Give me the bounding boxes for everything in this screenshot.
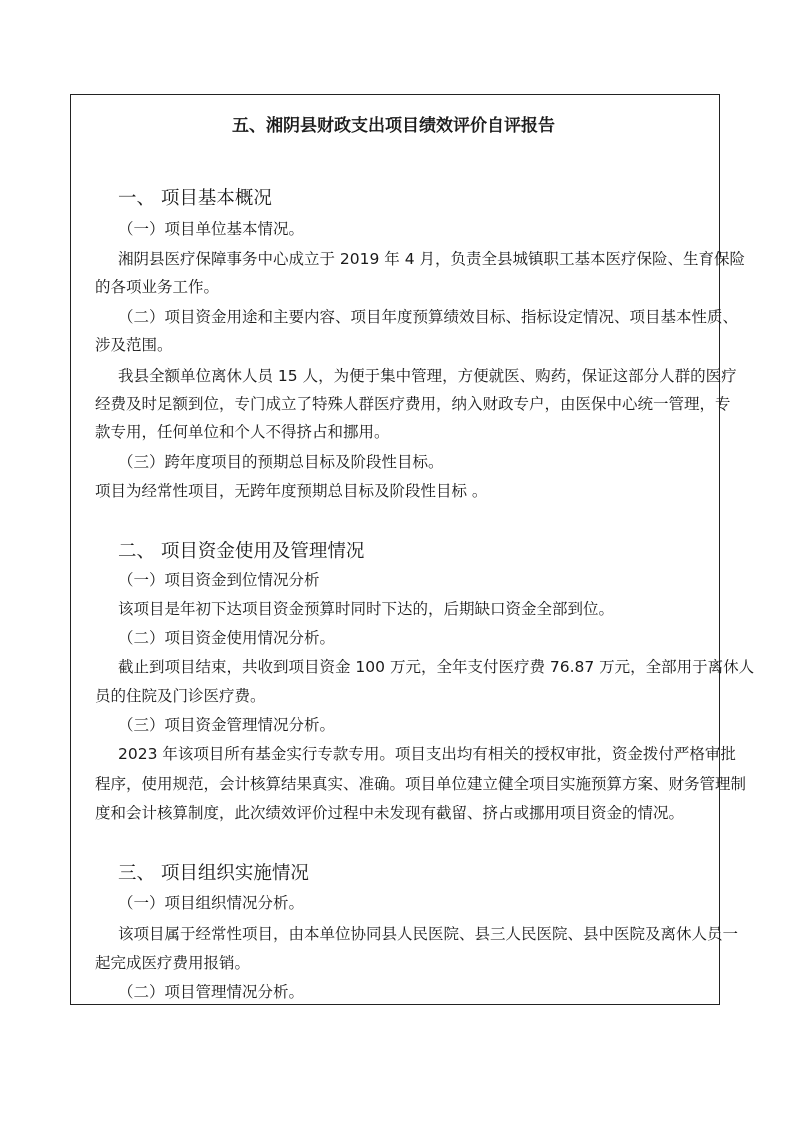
- paragraph-line: 起完成医疗费用报销。: [95, 954, 251, 972]
- paragraph-line: 经费及时足额到位，专门成立了特殊人群医疗费用，纳入财政专户，由医保中心统一管理，专: [95, 395, 731, 413]
- paragraph-line: 度和会计核算制度，此次绩效评价过程中未发现有截留、挤占或挪用项目资金的情况。: [95, 804, 685, 822]
- section-2-sub-2: （二）项目资金使用情况分析。: [118, 629, 336, 647]
- paragraph-line: 2023 年该项目所有基金实行专款专用。项目支出均有相关的授权审批，资金拨付严格审批: [118, 745, 736, 763]
- section-2-sub-1: （一）项目资金到位情况分析: [118, 571, 320, 589]
- paragraph-line: 该项目是年初下达项目资金预算时同时下达的，后期缺口资金全部到位。: [118, 600, 615, 618]
- section-1-heading: 一、 项目基本概况: [118, 188, 272, 209]
- section-1-sub-1: （一）项目单位基本情况。: [118, 220, 305, 238]
- section-3-sub-2: （二）项目管理情况分析。: [118, 983, 305, 1001]
- section-3-heading: 三、 项目组织实施情况: [118, 863, 309, 884]
- paragraph-line: 我县全额单位离休人员 15 人，为便于集中管理，方便就医、购药，保证这部分人群的医疗: [118, 367, 737, 385]
- paragraph-line: 的各项业务工作。: [95, 278, 220, 296]
- paragraph-line: 该项目属于经常性项目，由本单位协同县人民医院、县三人民医院、县中医院及离休人员一: [118, 925, 739, 943]
- section-1-sub-3: （三）跨年度项目的预期总目标及阶段性目标。: [118, 453, 444, 471]
- section-2-sub-3: （三）项目资金管理情况分析。: [118, 716, 336, 734]
- paragraph-line: 员的住院及门诊医疗费。: [95, 687, 266, 705]
- section-2-heading: 二、 项目资金使用及管理情况: [118, 541, 365, 562]
- paragraph-line: 款专用，任何单位和个人不得挤占和挪用。: [95, 423, 390, 441]
- page-title: 五、湘阴县财政支出项目绩效评价自评报告: [232, 116, 555, 136]
- paragraph-line: 程序，使用规范，会计核算结果真实、准确。项目单位建立健全项目实施预算方案、财务管理制: [95, 775, 747, 793]
- paragraph-line: 湘阴县医疗保障事务中心成立于 2019 年 4 月，负责全县城镇职工基本医疗保险、生育保险: [118, 250, 746, 268]
- section-3-sub-1: （一）项目组织情况分析。: [118, 894, 305, 912]
- section-1-sub-2: （二）项目资金用途和主要内容、项目年度预算绩效目标、指标设定情况、项目基本性质、: [118, 308, 739, 326]
- paragraph-line: 截止到项目结束，共收到项目资金 100 万元，全年支付医疗费 76.87 万元，全部用于离休人: [118, 658, 755, 676]
- paragraph-line: 涉及范围。: [95, 336, 173, 354]
- paragraph-line: 项目为经常性项目，无跨年度预期总目标及阶段性目标 。: [95, 482, 488, 500]
